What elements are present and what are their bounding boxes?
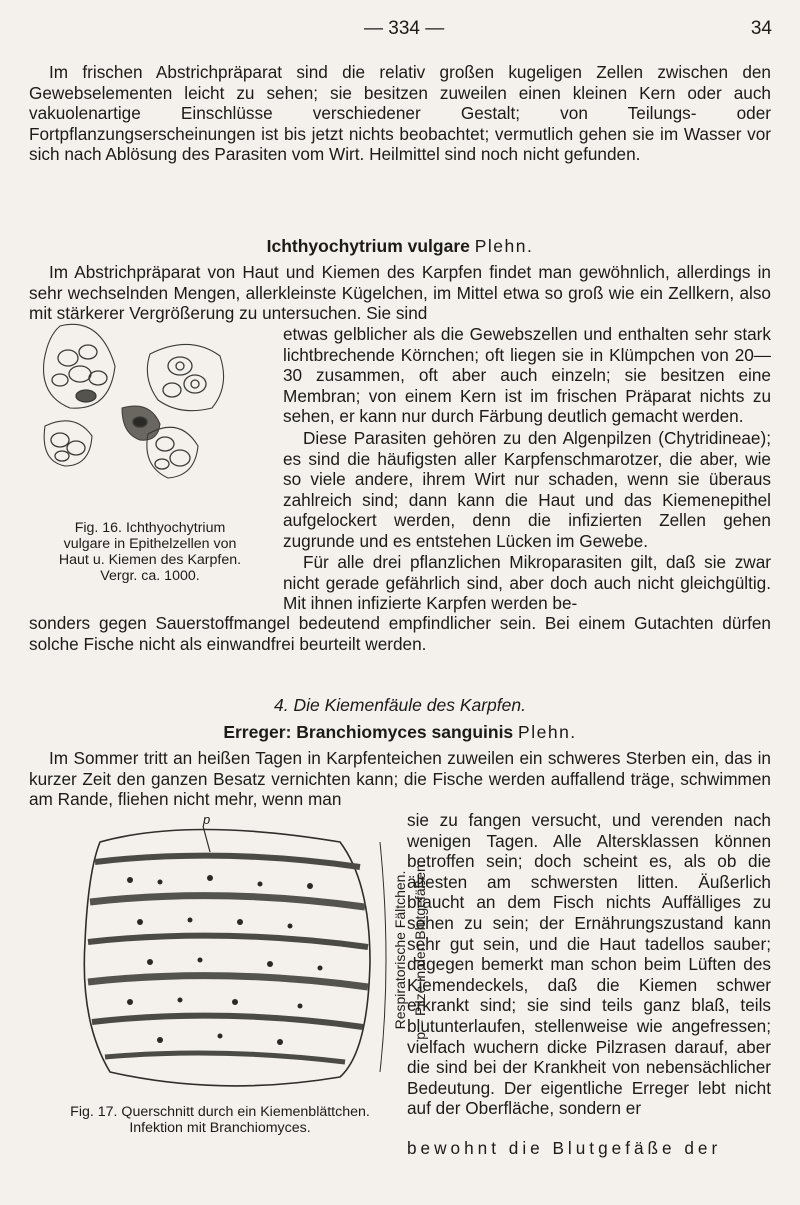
paragraph-ichthyochytrium-intro: Im Abstrichpräparat von Haut und Kiemen des Karpfen findet man gewöhnlich, allerdings in sehr wechselnden Mengen, allerkleinste Kügelchen, im Mittel etwa so groß wie ein Zellkern, also mit stärkerer Vergrößerung zu untersuchen. Sie sind [29,262,771,324]
figure-17-side-label-2: p = Pilze in den Blutgefäßen. [412,860,428,1040]
paragraph-kiemenfaeule-intro: Im Sommer tritt an heißen Tagen in Karpfenteichen zuweilen ein schweres Sterben ein, das in kurzer Zeit den ganzen Besatz vernichten kann; die Fische werden auffallend träge, schwimmen am Rande, fliehen nicht mehr, wenn man [29,748,771,810]
figure-17-label-p: p [203,812,211,827]
figure-17-illustration [70,822,400,1092]
section-heading-kiemenfaeule: 4. Die Kiemenfäule des Karpfen. [274,695,526,715]
figure-17-side-label-1: Respiratorische Fältchen. [392,870,408,1030]
paragraph-ichthyochytrium-wrap-c: Für alle drei pflanzlichen Mikroparasiten gilt, daß sie zwar nicht gerade gefährlich sind, aber doch auch nicht gleichgültig. Mit ihnen infizierte Karpfen werden be- [283,552,771,614]
page-number: — 334 — [364,18,445,39]
pathogen-name: Branchiomyces sanguinis [296,722,514,742]
figure-16-caption-line-1: Fig. 16. Ichthyochytrium [74,520,226,536]
species-author: Plehn. [474,236,534,256]
species-name: Ichthyochytrium vulgare [266,236,470,256]
section-heading-ichthyochytrium [29,236,771,257]
pathogen-label: Erreger: [223,722,292,742]
header-right-number: 34 [750,18,772,39]
figure-16-illustration [30,316,270,512]
figure-16-caption-line-2: vulgare in Epithelzellen von [63,536,237,552]
figure-17-side-labels [390,812,450,1072]
paragraph-kiemenfaeule-wrap: sie zu fangen versucht, und verenden nach wenigen Tagen. Alle Altersklassen können betroffen sein; doch scheint es, als ob die ältesten am schwersten litten. Äußerlich braucht an dem Fisch nichts Auffälliges zu sehen zu sein; der Ernährungszustand kann sehr gut sein, und die Haut tadellos sauber; dagegen bemerkt man schon beim Lüften des Kiemendeckels, daß die Kiemen schwer erkrankt sind; sie sind teils ganz blaß, teils blutunterlaufen, stellenweise wie angefressen; vielfach wuchern dicke Pilzrasen darauf, aber die sind bei der Krankheit von nebensächlicher Bedeutung. Der eigentliche Erreger lebt nicht auf der Oberfläche, sondern er [407,810,771,1119]
figure-16-caption-line-4: Vergr. ca. 1000. [100,568,200,584]
pathogen-author: Plehn. [518,722,577,742]
figure-17-caption-line-1: Fig. 17. Querschnitt durch ein Kiemenblättchen. [70,1104,370,1120]
figure-17-caption-line-2: Infektion mit Branchiomyces. [129,1120,311,1136]
paragraph-kiemenfaeule-last-line: bewohnt die Blutgefäße der [407,1138,722,1158]
paragraph-ichthyochytrium-wrap-b: Diese Parasiten gehören zu den Algenpilzen (Chytridineae); es sind die häufigsten aller Karpfenschmarotzer, die aber, wie so viele andere, ihrem Wirt nur schaden, wenn sie überaus zahlreich sind; dann kann die Haut und das Kiemenepithel aufgelockert werden, denn die infizierten Zellen gehen zugrunde und es entstehen Lücken im Gewebe. [283,428,771,551]
paragraph-ichthyochytrium-wrap-a: etwas gelblicher als die Gewebszellen und enthalten sehr stark lichtbrechende Körnchen; oft liegen sie in Klümpchen von 20—30 zusammen, oft aber auch einzeln; sie besitzen eine Membran; von einem Kern ist im frischen Präparat nichts zu sehen, er kann nur durch Färbung deutlich gemacht werden. [283,324,771,427]
paragraph-intro: Im frischen Abstrichpräparat sind die relativ großen kugeligen Zellen zwischen den Gewebselementen leicht zu sehen; sie besitzen zuweilen einen kleinen Kern oder auch vakuolenartige Einschlüsse verschiedener Gestalt; von Teilungs- oder Fortpflanzungserscheinungen ist bis jetzt nichts beobachtet; vermutlich gehen sie im Wasser vor sich nach Ablösung des Parasiten vom Wirt. Heilmittel sind noch nicht gefunden. [29,62,771,165]
figure-17-caption [30,1104,410,1136]
figure-16-caption-line-3: Haut u. Kiemen des Karpfen. [58,552,242,568]
pathogen-heading [29,722,771,743]
figure-16-caption [30,520,270,584]
paragraph-ichthyochytrium-tail: sonders gegen Sauerstoffmangel bedeutend empfindlicher sein. Bei einem Gutachten dürfen solche Fische nicht als einwandfrei beurteilt werden. [29,613,771,654]
figure-16 [30,316,270,584]
